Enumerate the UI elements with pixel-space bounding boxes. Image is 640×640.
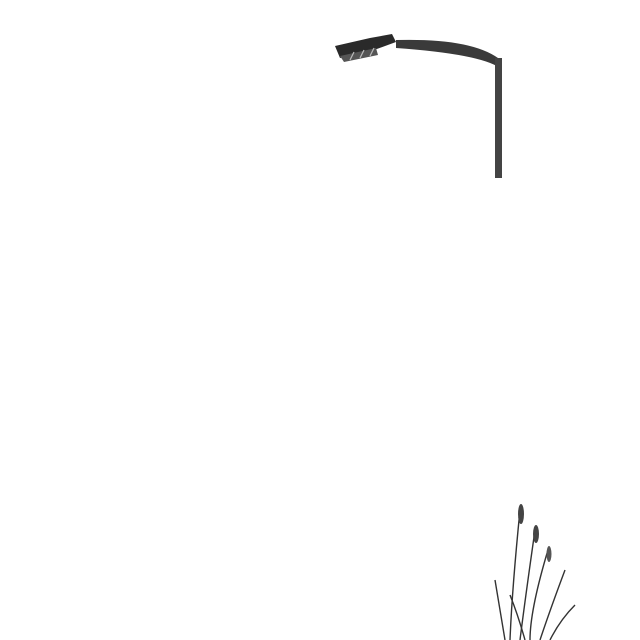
grass-illustration — [490, 500, 580, 640]
street-lamp-illustration — [330, 28, 530, 178]
